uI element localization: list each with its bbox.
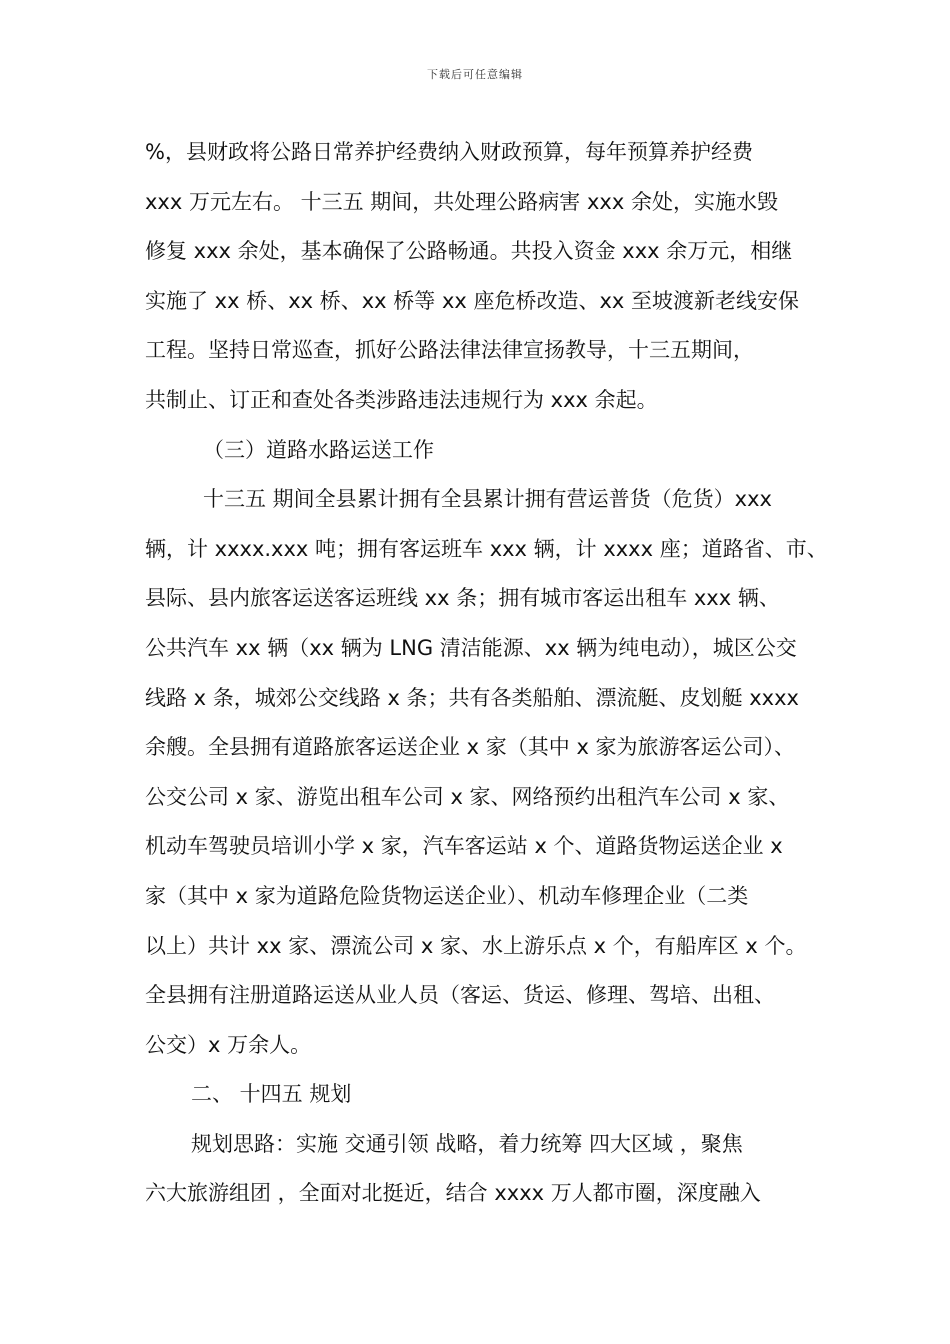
text-line: 六大旅游组团 ，全面对北挺近，结合 xxxx 万人都市圈，深度融入 [145, 1181, 761, 1206]
text-line: 公共汽车 xx 辆（xx 辆为 LNG 清洁能源、xx 辆为纯电动），城区公交 [145, 635, 797, 660]
text-line: 公交公司 x 家、游览出租车公司 x 家、网络预约出租汽车公司 x 家、 [145, 784, 790, 809]
text-line: %，县财政将公路日常养护经费纳入财政预算，每年预算养护经费 [145, 140, 753, 164]
page-header: 下载后可任意编辑 [427, 68, 523, 81]
text-line: 以上）共计 xx 家、漂流公司 x 家、水上游乐点 x 个，有船库区 x 个。 [145, 933, 807, 958]
text-line: 公交）x 万余人。 [145, 1032, 312, 1057]
text-line: 余艘。全县拥有道路旅客运送企业 x 家（其中 x 家为旅游客运公司）、 [145, 735, 796, 760]
document-body [145, 128, 828, 1219]
text-line: 辆，计 xxxx.xxx 吨；拥有客运班车 xxx 辆，计 xxxx 座；道路省、市、 [145, 536, 828, 561]
section-heading: （三）道路水路运送工作 [203, 437, 434, 462]
section-heading: 二、 十四五 规划 [191, 1082, 352, 1107]
text-line: 全县拥有注册道路运送从业人员（客运、货运、修理、驾培、出租、 [145, 983, 775, 1008]
text-line: 县际、县内旅客运送客运班线 xx 条；拥有城市客运出租车 xxx 辆、 [145, 586, 780, 611]
text-line: 机动车驾驶员培训小学 x 家，汽车客运站 x 个、道路货物运送企业 x [145, 834, 783, 859]
text-line: 共制止、订正和查处各类涉路违法违规行为 xxx 余起。 [145, 387, 658, 412]
text-line: 规划思路：实施 交通引领 战略，着力统筹 四大区域 ，聚焦 [191, 1131, 743, 1156]
text-line: xxx 万元左右。 十三五 期间，共处理公路病害 xxx 余处，实施水毁 [145, 189, 778, 214]
text-line: 实施了 xx 桥、xx 桥、xx 桥等 xx 座危桥改造、xx 至坡渡新老线安保 [145, 288, 800, 313]
text-line: 修复 xxx 余处，基本确保了公路畅通。共投入资金 xxx 余万元，相继 [145, 239, 793, 264]
text-line: 家（其中 x 家为道路危险货物运送企业）、机动车修理企业（二类 [145, 883, 749, 908]
text-line: 工程。坚持日常巡查，抓好公路法律法律宣扬教导，十三五期间， [145, 338, 754, 363]
text-line: 十三五 期间全县累计拥有全县累计拥有营运普货（危货）xxx [203, 487, 772, 512]
text-line: 线路 x 条，城郊公交线路 x 条；共有各类船舶、漂流艇、皮划艇 xxxx [145, 685, 799, 710]
